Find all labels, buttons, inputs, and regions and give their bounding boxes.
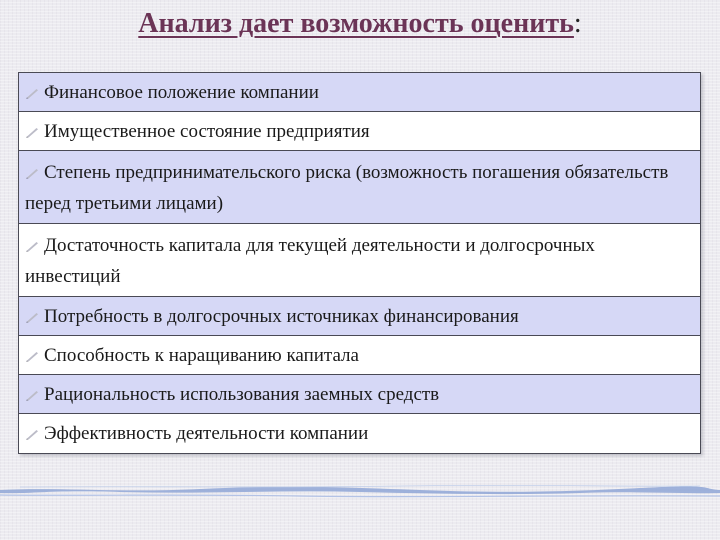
table-row — [19, 336, 700, 375]
pencil-stroke-icon — [25, 389, 39, 401]
row-text — [25, 418, 368, 449]
item-label: Потребность в долгосрочных источниках финансирования — [44, 305, 519, 327]
table-row — [19, 414, 700, 453]
table-row — [19, 224, 700, 297]
pencil-stroke-icon — [25, 87, 39, 99]
row-text — [25, 340, 359, 371]
row-text — [25, 301, 519, 332]
table-row — [19, 73, 700, 112]
item-label: Степень предпринимательского риска (возможность погашения обязательств перед третьими лицами) — [25, 162, 669, 214]
item-label: Финансовое положение компании — [44, 81, 319, 103]
pencil-stroke-icon — [25, 240, 39, 252]
item-label: Имущественное состояние предприятия — [44, 120, 370, 142]
item-label: Рациональность использования заемных средств — [44, 383, 440, 405]
title-text: Анализ дает возможность оценить — [138, 8, 574, 39]
table-row — [19, 151, 700, 224]
pencil-stroke-icon — [25, 126, 39, 138]
row-text — [25, 379, 439, 410]
item-label: Достаточность капитала для текущей деятельности и долгосрочных инвестиций — [25, 235, 595, 287]
item-label: Способность к наращиванию капитала — [44, 344, 359, 366]
slide-title — [0, 4, 720, 44]
pencil-stroke-icon — [25, 167, 39, 179]
criteria-table — [18, 72, 701, 454]
pencil-stroke-icon — [25, 311, 39, 323]
row-text — [25, 77, 319, 108]
pencil-stroke-icon — [25, 428, 39, 440]
title-colon: : — [573, 8, 582, 39]
table-row — [19, 297, 700, 336]
pencil-stroke-icon — [25, 350, 39, 362]
row-text — [25, 116, 370, 147]
decorative-brush-divider — [0, 478, 720, 504]
table-row — [19, 375, 700, 414]
item-label: Эффективность деятельности компании — [44, 423, 369, 444]
table-row — [19, 112, 700, 151]
